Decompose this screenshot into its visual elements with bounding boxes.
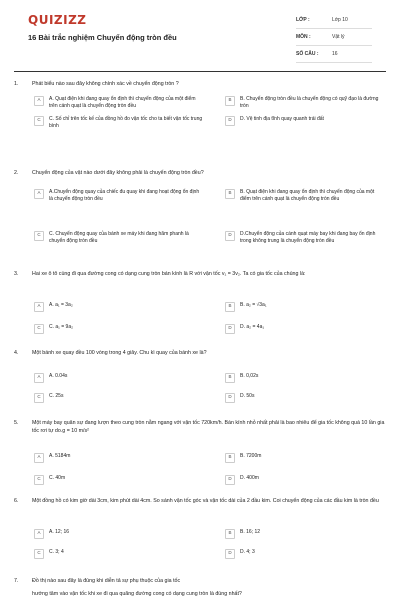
meta-row-lop [296,12,372,29]
option-c[interactable] [34,116,204,129]
option-text: D. 400m [240,475,259,481]
option-d[interactable] [225,324,385,334]
question-3 [14,270,386,331]
question-number: 6. [14,498,19,504]
option-a[interactable] [34,373,204,383]
option-letter-box: B [225,453,235,463]
question-number: 3. [14,271,19,277]
option-text: A. 5184m [49,453,71,459]
option-b[interactable] [225,529,385,539]
option-letter-box: A [34,529,44,539]
option-letter-box: A [34,302,44,312]
option-letter-box: C [34,116,44,126]
option-d[interactable] [225,231,385,244]
option-text: C. 3; 4 [49,549,64,555]
option-text: C. a₁ = 9a₂ [49,324,74,330]
option-text: D. a₂ = 4a₁ [240,324,265,330]
question-text: Đồ thị nào sau đây là đúng khi diễn tả sự phụ thuộc của gia tốc [32,578,181,584]
option-text: D. 4; 3 [240,549,255,555]
option-letter-box: A [34,453,44,463]
question-5 [14,419,386,482]
question-7 [14,577,386,585]
option-letter-box: D [225,116,235,126]
option-text: B. 0,02s [240,373,259,379]
option-letter-box: B [225,189,235,199]
option-text: B. a₂ = √3a₁ [240,302,267,308]
question-2 [14,169,386,244]
question-4 [14,349,386,400]
question-number: 5. [14,420,19,426]
option-text: C. 40m [49,475,66,481]
option-letter-box: B [225,529,235,539]
option-c[interactable] [34,549,204,559]
q7-continuation-text: hướng tâm vào vận tốc khi xe đi qua quãng đường cong có dạng cung tròn là đúng nhất? [32,591,242,597]
option-text: A. 12; 16 [49,529,70,535]
option-c[interactable] [34,393,204,403]
option-text: B. 16; 12 [240,529,261,535]
question-text: Chuyển động của vật nào dưới đây không phải là chuyển động tròn đều? [32,170,204,176]
header [14,0,386,62]
meta-value-socau: 16 [332,51,338,57]
option-letter-box: A [34,373,44,383]
option-text: A. Quạt điện khi đang quay ổn định thì chuyển động của một điểm trên cánh quạt là chuyển động tròn đều [49,96,196,109]
option-text: C. Số chỉ trên tốc kế của đồng hồ đo vận tốc cho ta biết vận tốc trung bình [49,116,203,129]
option-a[interactable] [34,453,204,463]
option-letter-box: C [34,393,44,403]
header-divider [14,71,386,72]
option-text: A. a₁ = 3a₂ [49,302,73,308]
option-letter-box: D [225,393,235,403]
option-letter-box: C [34,475,44,485]
option-b[interactable] [225,453,385,463]
option-c[interactable] [34,324,204,334]
meta-row-mon [296,29,372,46]
question-text: Một máy bay quân sự đang lượn theo cung tròn nằm ngang với vận tốc 720km/h. Bán kính nhỏ nhất phải là bao nhiêu để gia tốc không quá 10 lần gia tốc rơi tự do.g = 10 m/s² [32,420,385,434]
option-letter-box: D [225,324,235,334]
quizizz-logo: QUIZIZZ [28,13,87,27]
meta-value-lop: Lớp 10 [332,17,348,23]
option-letter-box: B [225,302,235,312]
question-text: Hai xe ô tô cùng đi qua đường cong có dạng cung tròn bán kính là R với vận tốc v₁ = 3v₂. Ta có gia tốc của chúng là: [32,271,306,277]
option-b[interactable] [225,96,385,109]
option-a[interactable] [34,96,204,109]
option-text: D. Vệ tinh địa tĩnh quay quanh trái đất [240,116,324,122]
meta-label-mon: MÔN : [296,34,311,40]
option-text: C. Chuyển động quay của bánh xe máy khi đang hãm phanh là chuyển động tròn đều [49,231,189,244]
meta-label-socau: SỐ CÂU : [296,51,319,57]
option-text: A.Chuyển động quay của chiếc đu quay khi đang hoạt động ổn định là chuyển động tròn đều [49,189,200,202]
question-number: 2. [14,170,19,176]
question-number: 1. [14,81,19,87]
option-text: A. 0.04s [49,373,68,379]
question-6 [14,497,386,556]
option-letter-box: B [225,96,235,106]
page-title: 16 Bài trắc nghiệm Chuyển động tròn đều [28,33,177,42]
option-text: D.Chuyển động của cánh quạt máy bay khi đang bay ổn định trong không trung là chuyển động tròn đều [240,231,376,244]
question-number: 4. [14,350,19,356]
meta-value-mon: Vật lý [332,34,345,40]
option-b[interactable] [225,373,385,383]
option-b[interactable] [225,189,385,202]
q7-continuation [14,590,386,598]
question-text: Một đồng hồ có kim giờ dài 3cm, kim phút dài 4cm. So sánh vận tốc góc và vận tốc dài của 2 đầu kim. Coi chuyển động của các đầu kim là tròn đều [32,498,379,504]
option-letter-box: D [225,231,235,241]
meta-row-socau [296,46,372,63]
option-a[interactable] [34,529,204,539]
option-letter-box: C [34,231,44,241]
option-letter-box: A [34,96,44,106]
option-text: B. Quạt điện khi đang quay ổn định thì chuyển động của một điểm trên cánh quạt là chuyển động tròn đều [240,189,375,202]
meta-info [296,12,372,63]
option-d[interactable] [225,475,385,485]
question-1 [14,80,386,129]
option-letter-box: D [225,475,235,485]
option-text: B. 7200m [240,453,262,459]
meta-label-lop: LỚP : [296,17,310,23]
option-d[interactable] [225,393,385,403]
option-d[interactable] [225,116,385,126]
option-text: B. Chuyển động tròn đều là chuyển động có quỹ đạo là đường tròn [240,96,379,109]
option-text: C. 25s [49,393,64,399]
option-a[interactable] [34,189,204,202]
option-letter-box: A [34,189,44,199]
question-text: Phát biểu nào sau đây không chính xác về chuyển động tròn ? [32,81,179,87]
option-d[interactable] [225,549,385,559]
question-text: Một bánh xe quay đều 100 vòng trong 4 giây. Chu kì quay của bánh xe là? [32,350,207,356]
option-letter-box: B [225,373,235,383]
option-letter-box: C [34,549,44,559]
option-c[interactable] [34,475,204,485]
option-a[interactable] [34,302,204,312]
option-letter-box: C [34,324,44,334]
option-text: D. 50s [240,393,255,399]
option-c[interactable] [34,231,204,244]
option-letter-box: D [225,549,235,559]
question-number: 7. [14,578,19,584]
option-b[interactable] [225,302,385,312]
